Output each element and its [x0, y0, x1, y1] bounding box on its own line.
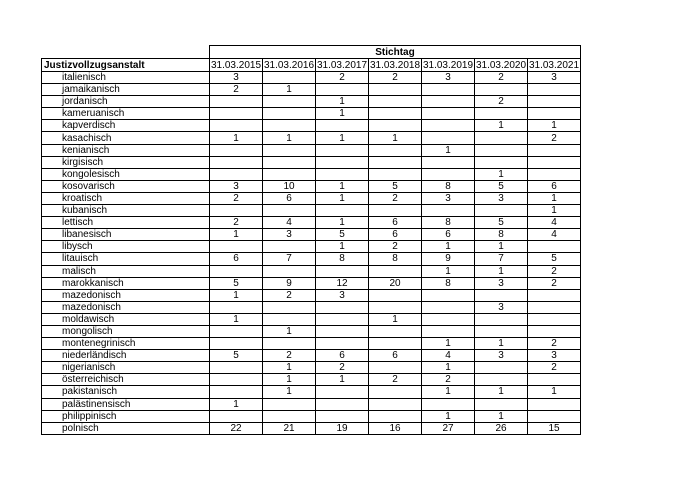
- row-label: mazedonisch: [42, 301, 210, 313]
- value-cell: 7: [475, 253, 528, 265]
- value-cell: 4: [422, 350, 475, 362]
- value-cell: 1: [528, 205, 581, 217]
- value-cell: 2: [263, 289, 316, 301]
- value-cell: 12: [316, 277, 369, 289]
- value-cell: 2: [210, 217, 263, 229]
- value-cell: [475, 108, 528, 120]
- value-cell: 1: [422, 410, 475, 422]
- row-label: marokkanisch: [42, 277, 210, 289]
- value-cell: [422, 84, 475, 96]
- table-row: [42, 313, 581, 325]
- value-cell: [422, 325, 475, 337]
- value-cell: [369, 301, 422, 313]
- table-row: [42, 410, 581, 422]
- value-cell: 3: [528, 350, 581, 362]
- table-row: [42, 265, 581, 277]
- row-label: montenegrinisch: [42, 338, 210, 350]
- row-label: italienisch: [42, 72, 210, 84]
- value-cell: 5: [210, 350, 263, 362]
- table-row: [42, 374, 581, 386]
- value-cell: [528, 325, 581, 337]
- value-cell: 3: [263, 229, 316, 241]
- value-cell: [316, 386, 369, 398]
- value-cell: [263, 205, 316, 217]
- value-cell: [210, 325, 263, 337]
- value-cell: 2: [422, 374, 475, 386]
- value-cell: 6: [528, 180, 581, 192]
- value-cell: [422, 313, 475, 325]
- row-label: kameruanisch: [42, 108, 210, 120]
- value-cell: [263, 108, 316, 120]
- value-cell: 4: [528, 217, 581, 229]
- value-cell: 2: [528, 338, 581, 350]
- group-header: Stichtag: [210, 46, 581, 59]
- table-row: [42, 422, 581, 434]
- column-header: 31.03.2016: [263, 59, 315, 71]
- row-label: polnisch: [42, 422, 210, 434]
- value-cell: [210, 362, 263, 374]
- value-cell: 16: [369, 422, 422, 434]
- value-cell: 27: [422, 422, 475, 434]
- table-row: [42, 156, 581, 168]
- table-row: [42, 229, 581, 241]
- table-row: [42, 192, 581, 204]
- value-cell: [528, 96, 581, 108]
- value-cell: [263, 156, 316, 168]
- row-label: litauisch: [42, 253, 210, 265]
- value-cell: [369, 325, 422, 337]
- value-cell: [369, 84, 422, 96]
- value-cell: [263, 398, 316, 410]
- data-table: [41, 45, 581, 435]
- value-cell: [475, 156, 528, 168]
- value-cell: 2: [528, 362, 581, 374]
- value-cell: 1: [316, 108, 369, 120]
- column-header-row: [42, 59, 581, 72]
- value-cell: 1: [263, 386, 316, 398]
- value-cell: 6: [316, 350, 369, 362]
- value-cell: [369, 120, 422, 132]
- table-row: [42, 277, 581, 289]
- value-cell: 19: [316, 422, 369, 434]
- value-cell: [369, 108, 422, 120]
- table-row: [42, 325, 581, 337]
- row-label: philippinisch: [42, 410, 210, 422]
- value-cell: 1: [316, 374, 369, 386]
- row-label: mongolisch: [42, 325, 210, 337]
- value-cell: [210, 374, 263, 386]
- value-cell: [263, 265, 316, 277]
- value-cell: 2: [263, 350, 316, 362]
- value-cell: [210, 156, 263, 168]
- group-header-row: [42, 46, 581, 59]
- value-cell: [369, 398, 422, 410]
- value-cell: [210, 205, 263, 217]
- value-cell: [263, 144, 316, 156]
- value-cell: [528, 374, 581, 386]
- value-cell: 6: [210, 253, 263, 265]
- value-cell: 3: [475, 350, 528, 362]
- row-label: jordanisch: [42, 96, 210, 108]
- value-cell: 2: [475, 72, 528, 84]
- value-cell: 1: [316, 96, 369, 108]
- value-cell: 2: [369, 374, 422, 386]
- value-cell: [369, 338, 422, 350]
- value-cell: [316, 144, 369, 156]
- value-cell: [316, 120, 369, 132]
- column-header: 31.03.2021: [528, 59, 580, 71]
- value-cell: [528, 156, 581, 168]
- value-cell: [422, 398, 475, 410]
- row-label: kosovarisch: [42, 180, 210, 192]
- value-cell: 5: [210, 277, 263, 289]
- value-cell: [210, 301, 263, 313]
- value-cell: 2: [528, 132, 581, 144]
- value-cell: 26: [475, 422, 528, 434]
- value-cell: [263, 410, 316, 422]
- value-cell: [316, 168, 369, 180]
- value-cell: 1: [263, 362, 316, 374]
- value-cell: [528, 108, 581, 120]
- value-cell: [210, 144, 263, 156]
- value-cell: 22: [210, 422, 263, 434]
- value-cell: 8: [369, 253, 422, 265]
- table-row: [42, 180, 581, 192]
- value-cell: 1: [528, 120, 581, 132]
- corner-cell: [42, 46, 210, 59]
- value-cell: [369, 265, 422, 277]
- row-label: österreichisch: [42, 374, 210, 386]
- value-cell: 4: [263, 217, 316, 229]
- value-cell: [475, 84, 528, 96]
- value-cell: [210, 241, 263, 253]
- value-cell: 2: [316, 362, 369, 374]
- table-row: [42, 108, 581, 120]
- value-cell: 3: [210, 180, 263, 192]
- value-cell: 2: [210, 192, 263, 204]
- row-label: palästinensisch: [42, 398, 210, 410]
- column-header: 31.03.2017: [316, 59, 368, 71]
- row-label: nigerianisch: [42, 362, 210, 374]
- value-cell: [263, 241, 316, 253]
- value-cell: [528, 410, 581, 422]
- value-cell: [263, 96, 316, 108]
- value-cell: 7: [263, 253, 316, 265]
- value-cell: 1: [316, 217, 369, 229]
- row-label: kirgisisch: [42, 156, 210, 168]
- table-row: [42, 205, 581, 217]
- value-cell: 5: [475, 180, 528, 192]
- value-cell: 1: [422, 362, 475, 374]
- value-cell: 1: [422, 338, 475, 350]
- value-cell: 1: [263, 132, 316, 144]
- value-cell: [263, 301, 316, 313]
- value-cell: [475, 362, 528, 374]
- value-cell: [210, 168, 263, 180]
- value-cell: 3: [210, 72, 263, 84]
- value-cell: 1: [263, 325, 316, 337]
- value-cell: [475, 325, 528, 337]
- value-cell: 4: [528, 229, 581, 241]
- value-cell: 5: [369, 180, 422, 192]
- row-header: Justizvollzugsanstalt: [42, 59, 210, 72]
- value-cell: [475, 398, 528, 410]
- table-row: [42, 241, 581, 253]
- value-cell: [369, 168, 422, 180]
- value-cell: [475, 144, 528, 156]
- value-cell: 2: [369, 72, 422, 84]
- value-cell: 1: [475, 168, 528, 180]
- value-cell: 3: [316, 289, 369, 301]
- row-label: kongolesisch: [42, 168, 210, 180]
- value-cell: [528, 289, 581, 301]
- table-row: [42, 301, 581, 313]
- value-cell: 2: [475, 96, 528, 108]
- value-cell: [210, 265, 263, 277]
- row-label: kroatisch: [42, 192, 210, 204]
- value-cell: 3: [475, 192, 528, 204]
- value-cell: [422, 205, 475, 217]
- value-cell: [369, 362, 422, 374]
- row-label: kenianisch: [42, 144, 210, 156]
- value-cell: 1: [210, 313, 263, 325]
- value-cell: 2: [210, 84, 263, 96]
- value-cell: [263, 313, 316, 325]
- value-cell: 6: [422, 229, 475, 241]
- row-label: niederländisch: [42, 350, 210, 362]
- value-cell: 10: [263, 180, 316, 192]
- table-row: [42, 84, 581, 96]
- value-cell: [369, 386, 422, 398]
- table-row: [42, 96, 581, 108]
- value-cell: [422, 289, 475, 301]
- value-cell: [369, 144, 422, 156]
- value-cell: [316, 398, 369, 410]
- row-label: libanesisch: [42, 229, 210, 241]
- value-cell: 3: [422, 192, 475, 204]
- value-cell: [316, 410, 369, 422]
- value-cell: [528, 241, 581, 253]
- value-cell: [316, 313, 369, 325]
- value-cell: 3: [475, 301, 528, 313]
- value-cell: 8: [475, 229, 528, 241]
- value-cell: 8: [422, 277, 475, 289]
- value-cell: [475, 313, 528, 325]
- value-cell: [475, 205, 528, 217]
- value-cell: 3: [528, 72, 581, 84]
- value-cell: [263, 72, 316, 84]
- row-label: mazedonisch: [42, 289, 210, 301]
- row-label: jamaikanisch: [42, 84, 210, 96]
- value-cell: 1: [475, 120, 528, 132]
- value-cell: [422, 120, 475, 132]
- value-cell: 5: [316, 229, 369, 241]
- value-cell: [316, 325, 369, 337]
- table-row: [42, 253, 581, 265]
- value-cell: 2: [528, 277, 581, 289]
- value-cell: [210, 108, 263, 120]
- value-cell: 1: [422, 144, 475, 156]
- value-cell: [316, 84, 369, 96]
- row-label: malisch: [42, 265, 210, 277]
- value-cell: [422, 168, 475, 180]
- value-cell: 1: [475, 410, 528, 422]
- value-cell: [263, 338, 316, 350]
- value-cell: 1: [475, 338, 528, 350]
- value-cell: [475, 289, 528, 301]
- table-row: [42, 386, 581, 398]
- value-cell: [263, 120, 316, 132]
- value-cell: 1: [210, 132, 263, 144]
- row-label: libysch: [42, 241, 210, 253]
- row-label: pakistanisch: [42, 386, 210, 398]
- table-row: [42, 338, 581, 350]
- value-cell: 1: [263, 374, 316, 386]
- value-cell: 8: [316, 253, 369, 265]
- table-row: [42, 168, 581, 180]
- value-cell: [210, 120, 263, 132]
- table-row: [42, 289, 581, 301]
- value-cell: [422, 108, 475, 120]
- table-row: [42, 362, 581, 374]
- value-cell: 20: [369, 277, 422, 289]
- value-cell: 2: [528, 265, 581, 277]
- value-cell: [528, 84, 581, 96]
- value-cell: 1: [316, 180, 369, 192]
- value-cell: [422, 301, 475, 313]
- value-cell: 6: [369, 217, 422, 229]
- value-cell: 8: [422, 180, 475, 192]
- value-cell: [528, 168, 581, 180]
- value-cell: [369, 289, 422, 301]
- value-cell: 1: [369, 132, 422, 144]
- value-cell: [316, 301, 369, 313]
- table-row: [42, 144, 581, 156]
- value-cell: [210, 386, 263, 398]
- value-cell: [528, 398, 581, 410]
- value-cell: 2: [316, 72, 369, 84]
- value-cell: [369, 156, 422, 168]
- value-cell: 1: [528, 386, 581, 398]
- value-cell: [528, 301, 581, 313]
- value-cell: 9: [263, 277, 316, 289]
- table-row: [42, 120, 581, 132]
- value-cell: 2: [369, 241, 422, 253]
- value-cell: 1: [422, 386, 475, 398]
- row-label: lettisch: [42, 217, 210, 229]
- value-cell: [422, 96, 475, 108]
- value-cell: [422, 156, 475, 168]
- value-cell: [210, 96, 263, 108]
- value-cell: [316, 156, 369, 168]
- value-cell: 1: [528, 192, 581, 204]
- value-cell: 1: [263, 84, 316, 96]
- row-label: moldawisch: [42, 313, 210, 325]
- value-cell: 1: [316, 241, 369, 253]
- value-cell: 1: [369, 313, 422, 325]
- column-header: 31.03.2015: [210, 59, 262, 71]
- value-cell: 1: [210, 289, 263, 301]
- table-row: [42, 350, 581, 362]
- value-cell: 1: [475, 241, 528, 253]
- column-header: 31.03.2020: [475, 59, 527, 71]
- value-cell: [369, 96, 422, 108]
- value-cell: 1: [422, 241, 475, 253]
- value-cell: [210, 410, 263, 422]
- value-cell: 15: [528, 422, 581, 434]
- value-cell: 8: [422, 217, 475, 229]
- value-cell: 1: [316, 192, 369, 204]
- table-row: [42, 72, 581, 84]
- value-cell: 1: [475, 265, 528, 277]
- value-cell: 9: [422, 253, 475, 265]
- value-cell: [475, 374, 528, 386]
- value-cell: 1: [210, 398, 263, 410]
- value-cell: 1: [316, 132, 369, 144]
- column-header: 31.03.2018: [369, 59, 421, 71]
- table-row: [42, 398, 581, 410]
- value-cell: 2: [369, 192, 422, 204]
- value-cell: 6: [263, 192, 316, 204]
- value-cell: 1: [475, 386, 528, 398]
- value-cell: [316, 265, 369, 277]
- value-cell: [369, 205, 422, 217]
- value-cell: [210, 338, 263, 350]
- value-cell: [422, 132, 475, 144]
- value-cell: 1: [210, 229, 263, 241]
- table-row: [42, 217, 581, 229]
- value-cell: [316, 338, 369, 350]
- value-cell: [475, 132, 528, 144]
- column-header: 31.03.2019: [422, 59, 474, 71]
- value-cell: 5: [475, 217, 528, 229]
- row-label: kapverdisch: [42, 120, 210, 132]
- value-cell: [528, 144, 581, 156]
- value-cell: [316, 205, 369, 217]
- value-cell: 3: [422, 72, 475, 84]
- value-cell: 6: [369, 229, 422, 241]
- value-cell: 5: [528, 253, 581, 265]
- value-cell: 6: [369, 350, 422, 362]
- value-cell: 1: [422, 265, 475, 277]
- value-cell: [369, 410, 422, 422]
- value-cell: 21: [263, 422, 316, 434]
- value-cell: [263, 168, 316, 180]
- row-label: kasachisch: [42, 132, 210, 144]
- table-row: [42, 132, 581, 144]
- value-cell: [528, 313, 581, 325]
- row-label: kubanisch: [42, 205, 210, 217]
- value-cell: 3: [475, 277, 528, 289]
